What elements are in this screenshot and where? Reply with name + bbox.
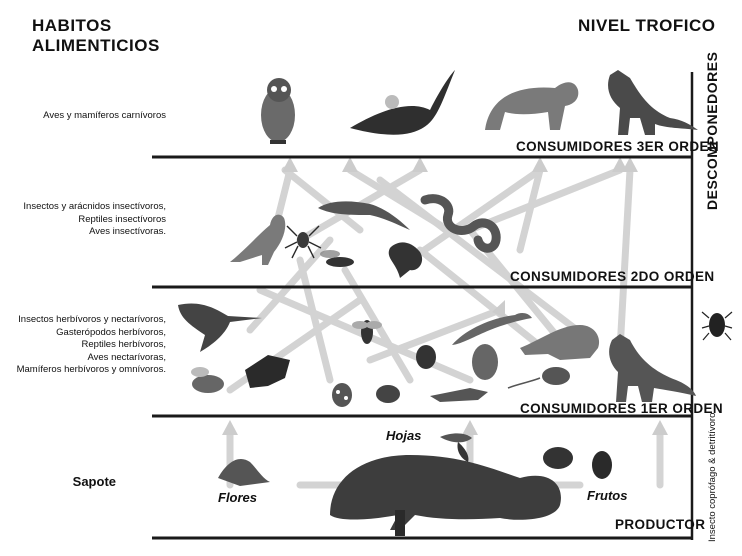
fox-first-order-icon — [609, 334, 696, 402]
mouse-icon — [508, 367, 570, 388]
beetle-icon — [376, 385, 400, 403]
habit-line: Mamíferos herbívoros y omnívoros. — [16, 364, 166, 375]
header-line-2: ALIMENTICIOS — [32, 36, 160, 55]
snail-icon — [472, 344, 498, 380]
habit-third-order: Aves y mamíferos carnívoros — [43, 110, 166, 121]
third-order-animals — [261, 70, 698, 144]
habit-line: Gasterópodos herbívoros, — [56, 326, 166, 338]
label-decomposers: DESCOMPONEDORES — [704, 51, 720, 210]
label-fruits: Frutos — [587, 488, 628, 503]
habit-line: Reptiles insectívoros — [78, 213, 166, 225]
wasp-icon — [320, 250, 354, 267]
habit-line: Insectos y arácnidos insectívoros, — [23, 201, 166, 212]
label-second-order: CONSUMIDORES 2DO ORDEN — [510, 269, 715, 284]
decomposer-beetle-icon — [702, 312, 732, 340]
fox-icon — [608, 70, 698, 135]
fruits-icon — [543, 447, 612, 479]
lizard-icon — [318, 201, 410, 230]
header-line-1: HABITOS — [32, 16, 112, 35]
label-leaves: Hojas — [386, 428, 422, 443]
habit-producer: Sapote — [72, 474, 116, 489]
owl-icon — [261, 78, 295, 144]
flowers-icon — [218, 459, 270, 486]
habit-line: Insectos herbívoros y nectarívoros, — [18, 314, 166, 325]
label-first-order: CONSUMIDORES 1ER ORDEN — [520, 401, 724, 416]
habit-line: Aves nectarívoras, — [87, 351, 166, 363]
trophic-level-header: NIVEL TROFICO — [578, 16, 716, 35]
wildcat-icon — [485, 82, 578, 130]
bug-icon — [416, 345, 436, 369]
label-producer: PRODUCTOR — [615, 517, 706, 532]
label-insect-coprophagous: Insecto coprófago & detritívoro — [707, 412, 718, 542]
grasshopper-icon — [430, 388, 488, 402]
habit-first-order — [17, 314, 166, 377]
label-flowers: Flores — [218, 490, 258, 505]
habit-line: Aves insectívoras. — [89, 226, 166, 237]
butterfly-icon — [245, 355, 290, 388]
habit-line: Reptiles herbívoros, — [81, 339, 166, 350]
bee-icon — [191, 367, 224, 393]
tree-icon — [330, 455, 561, 536]
ladybug-icon — [332, 383, 352, 407]
label-third-order: CONSUMIDORES 3ER ORDEN — [516, 139, 720, 154]
bird-icon — [230, 215, 285, 265]
eagle-icon — [350, 70, 455, 135]
scorpion-icon — [389, 242, 422, 278]
producer-plant — [218, 433, 612, 536]
habit-second-order — [23, 201, 166, 239]
